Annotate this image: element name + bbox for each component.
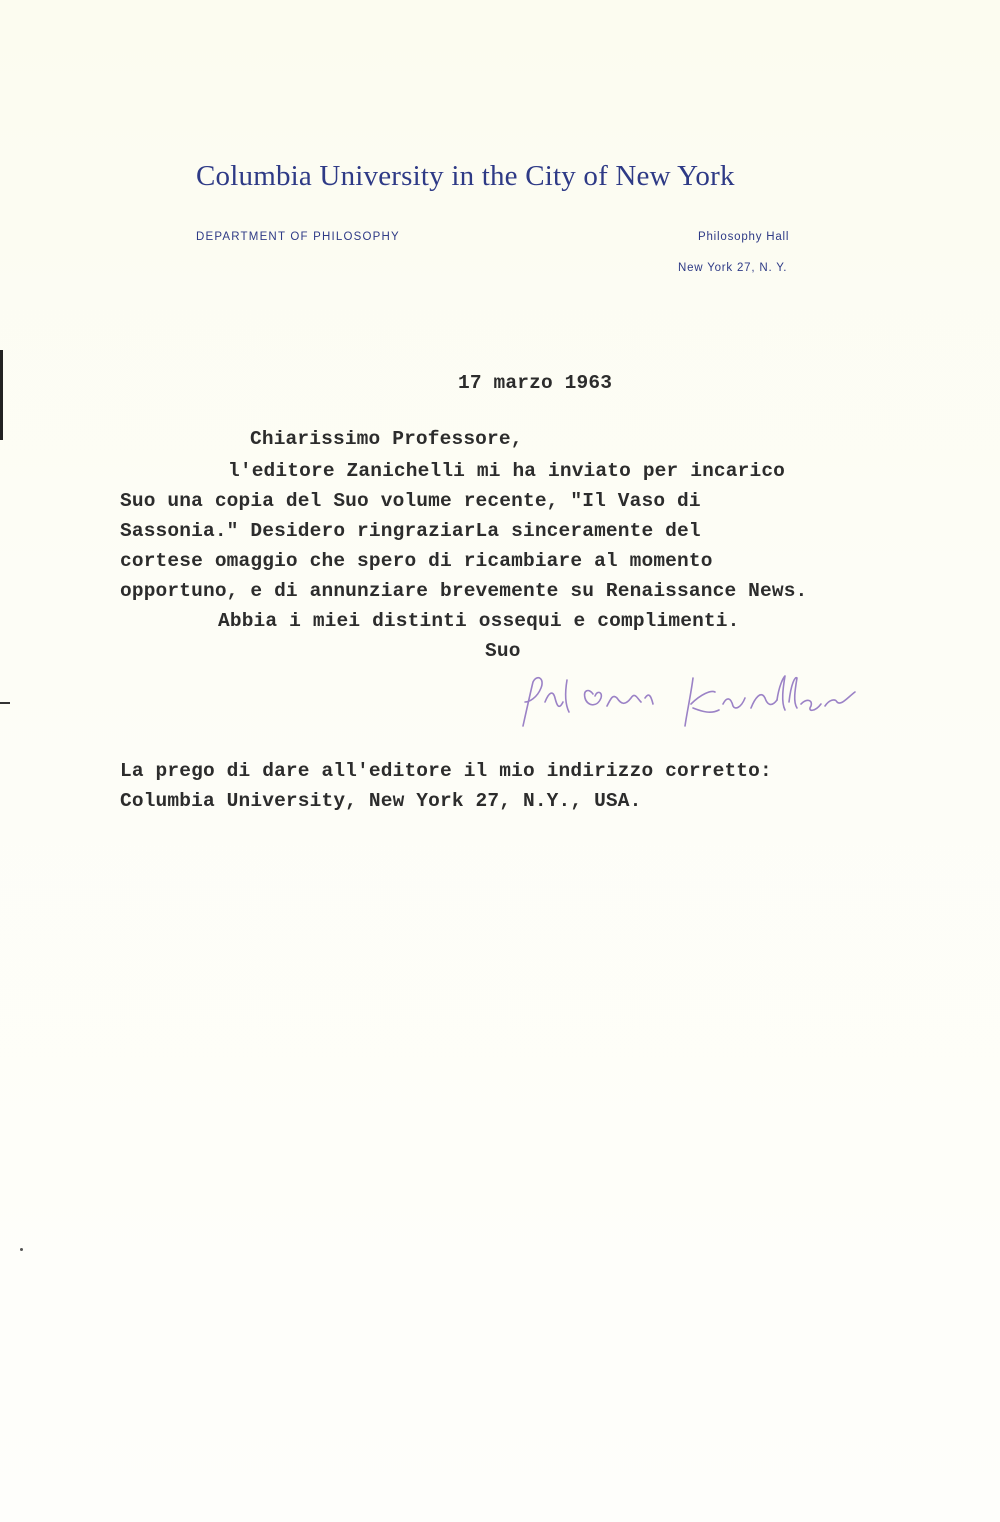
letter-closing: Suo xyxy=(485,640,521,662)
body-line: Suo una copia del Suo volume recente, "Il Vaso di xyxy=(120,490,701,512)
body-line: Abbia i miei distinti ossequi e complimenti. xyxy=(218,610,740,632)
letter-salutation: Chiarissimo Professore, xyxy=(250,428,523,450)
body-line: l'editore Zanichelli mi ha inviato per incarico xyxy=(228,460,786,482)
page-edge-mark xyxy=(0,350,3,440)
letterhead-building: Philosophy Hall xyxy=(698,231,790,243)
paper-speck xyxy=(20,1248,23,1251)
postscript-line: La prego di dare all'editore il mio indirizzo corretto: xyxy=(120,760,772,782)
fold-tick-mark xyxy=(0,702,10,704)
letter-date: 17 marzo 1963 xyxy=(458,372,613,394)
postscript-line: Columbia University, New York 27, N.Y., USA. xyxy=(120,790,642,812)
letterhead-city: New York 27, N. Y. xyxy=(678,262,788,274)
body-line: cortese omaggio che spero di ricambiare al momento xyxy=(120,550,713,572)
letterhead-institution: Columbia University in the City of New York xyxy=(196,160,735,192)
body-line: Sassonia." Desidero ringraziarLa sinceramente del xyxy=(120,520,701,542)
body-line: opportuno, e di annunziare brevemente su Renaissance News. xyxy=(120,580,808,602)
handwritten-signature xyxy=(515,668,875,738)
letterhead-department: DEPARTMENT OF PHILOSOPHY xyxy=(196,231,400,243)
